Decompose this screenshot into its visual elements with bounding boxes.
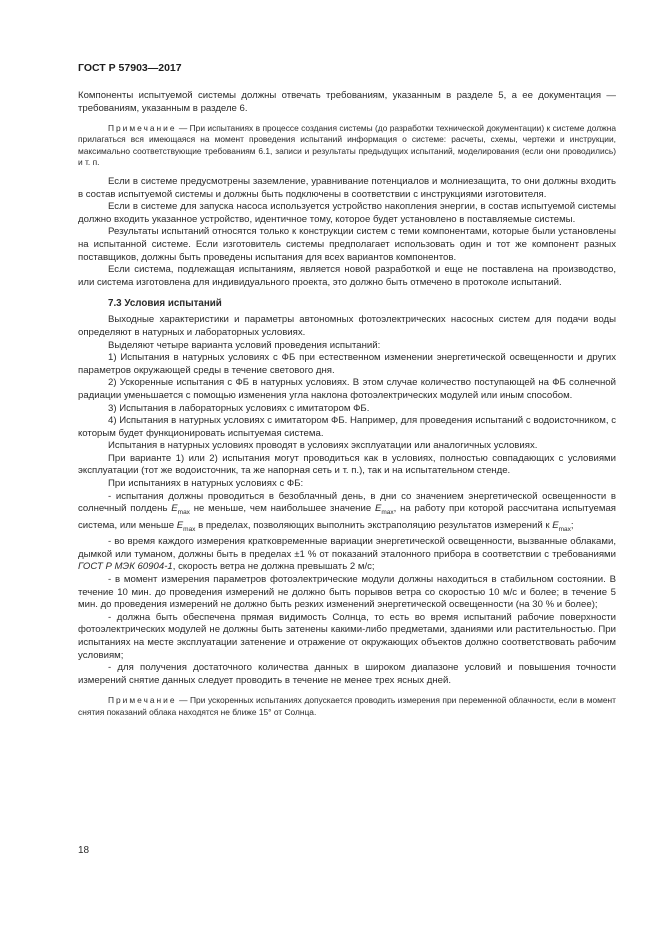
paragraph: Результаты испытаний относятся только к конструкции систем с теми компонентами, которые были установлены на испытанной системе. Если изготовитель системы предполагает использовать один и тот же компонент разных поставщиков, должны быть проведены испытания для всех вариантов компонентов. (78, 226, 616, 263)
note-label: Примечание (108, 695, 177, 706)
document-body (78, 90, 616, 718)
note (78, 695, 616, 717)
bullet-item: - во время каждого измерения кратковременные вариации энергетической освещенности, вызванные облаками, дымкой или туманом, должны быть в пределах ±1 % от показаний эталонного прибора в соответствии с требованиями ГОСТ Р МЭК 60904-1, скорость ветра не должна превышать 2 м/с; (78, 536, 616, 573)
bullet-item: - в момент измерения параметров фотоэлектрические модули должны находиться в стабильном состоянии. В течение 10 мин. до проведения измерений не должно быть порывов ветра со скоростью 10 м/с и более; в течение 5 мин. до проведения измерений не должно быть резких изменений энергетической освещенности (на 30 % и более); (78, 574, 616, 611)
paragraph: Если в системе предусмотрены заземление, уравнивание потенциалов и молниезащита, то они должны входить в состав испытуемой системы и должны быть подключены в соответствии с инструкциями изготовителя. (78, 176, 616, 200)
standard-reference: ГОСТ Р МЭК 60904-1 (78, 561, 173, 573)
list-item: 1) Испытания в натурных условиях с ФБ при естественном изменении энергетической освещенности и других параметров окружающей среды в течение светового дня. (78, 352, 616, 376)
note (78, 123, 616, 168)
paragraph: Если система, подлежащая испытаниям, является новой разработкой и еще не поставлена на производство, или система изготовлена для индивидуального проекта, это должно быть отмечено в протоколе испытаний. (78, 264, 616, 288)
paragraph: Компоненты испытуемой системы должны отвечать требованиям, указанным в разделе 5, а ее документация — требованиям, указанным в разделе 6. (78, 90, 616, 114)
bullet-item: - должна быть обеспечена прямая видимость Солнца, то есть во время испытаний рабочие поверхности фотоэлектрических модулей не должны быть затенены какими-либо предметами, зданиями или растительностью. При испытаниях на месте эксплуатации затенение и отражение от окружающих объектов должно соответствовать рабочим условиям; (78, 611, 616, 661)
paragraph: Испытания в натурных условиях проводят в условиях эксплуатации или аналогичных условиях. (108, 440, 538, 452)
list-item: 4) Испытания в натурных условиях с имитатором ФБ. Например, для проведения испытаний с водоисточником, с которым будет функционировать испытуемая система. (78, 415, 616, 439)
note-text: — При ускоренных испытаниях допускается проводить измерения при переменной облачности, если в момент снятия показаний облака находятся не ближе 15° от Солнца. (78, 695, 616, 717)
paragraph: Выделяют четыре варианта условий проведения испытаний: (108, 339, 381, 351)
paragraph: Выходные характеристики и параметры автономных фотоэлектрических насосных систем для подачи воды определяют в натурных и лабораторных условиях. (78, 314, 616, 338)
list-item: 2) Ускоренные испытания с ФБ в натурных условиях. В этом случае количество поступающей на ФБ солнечной радиации уменьшается с помощью изменения угла наклона фотоэлектрических модулей или иным способом. (78, 377, 616, 401)
paragraph: При испытаниях в натурных условиях с ФБ: (108, 478, 304, 490)
bullet-item: - для получения достаточного количества данных в широком диапазоне условий и повышения точности измерений снятие данных следует проводить в течение не менее трех ясных дней. (78, 662, 616, 686)
bullet-item: - испытания должны проводиться в безоблачный день, в дни со значением энергетической освещенности в солнечный полдень $E_{max}$ не меньше, чем наибольшее значение $E_{max}$, на работу при которой рассчитана испытуемая система, или меньше $E_{max}$ в пределах, позволяющих выполнить экстраполяцию результатов измерений к $E_{max}$; (78, 490, 616, 533)
note-text: — При испытаниях в процессе создания системы (до разработки технической документации) к системе должна прилагаться вся имеющаяся на момент проведения испытаний информация о системе: расчеты, схемы, чертежи и инструкции, максимально соответствующие требованиям 6.1, записи и результаты предыдущих испытаний, моделирования (если они проводились) и т. п. (78, 123, 616, 167)
paragraph: Если в системе для запуска насоса используется устройство накопления энергии, в состав испытуемой системы должно входить указанное устройство, идентичное тому, которое будет установлено в поставляемые системы. (78, 201, 616, 225)
section-heading: 7.3 Условия испытаний (108, 298, 222, 310)
page-header: ГОСТ Р 57903—2017 (78, 62, 182, 74)
page-number: 18 (78, 845, 90, 856)
list-item: 3) Испытания в лабораторных условиях с имитатором ФБ. (108, 402, 370, 414)
paragraph: При варианте 1) или 2) испытания могут проводиться как в условиях, полностью совпадающих с условиями эксплуатации (тот же водоисточник, та же напорная сеть и т. п.), так и на испытательном стенде. (78, 452, 616, 477)
note-label: Примечание (108, 123, 177, 134)
